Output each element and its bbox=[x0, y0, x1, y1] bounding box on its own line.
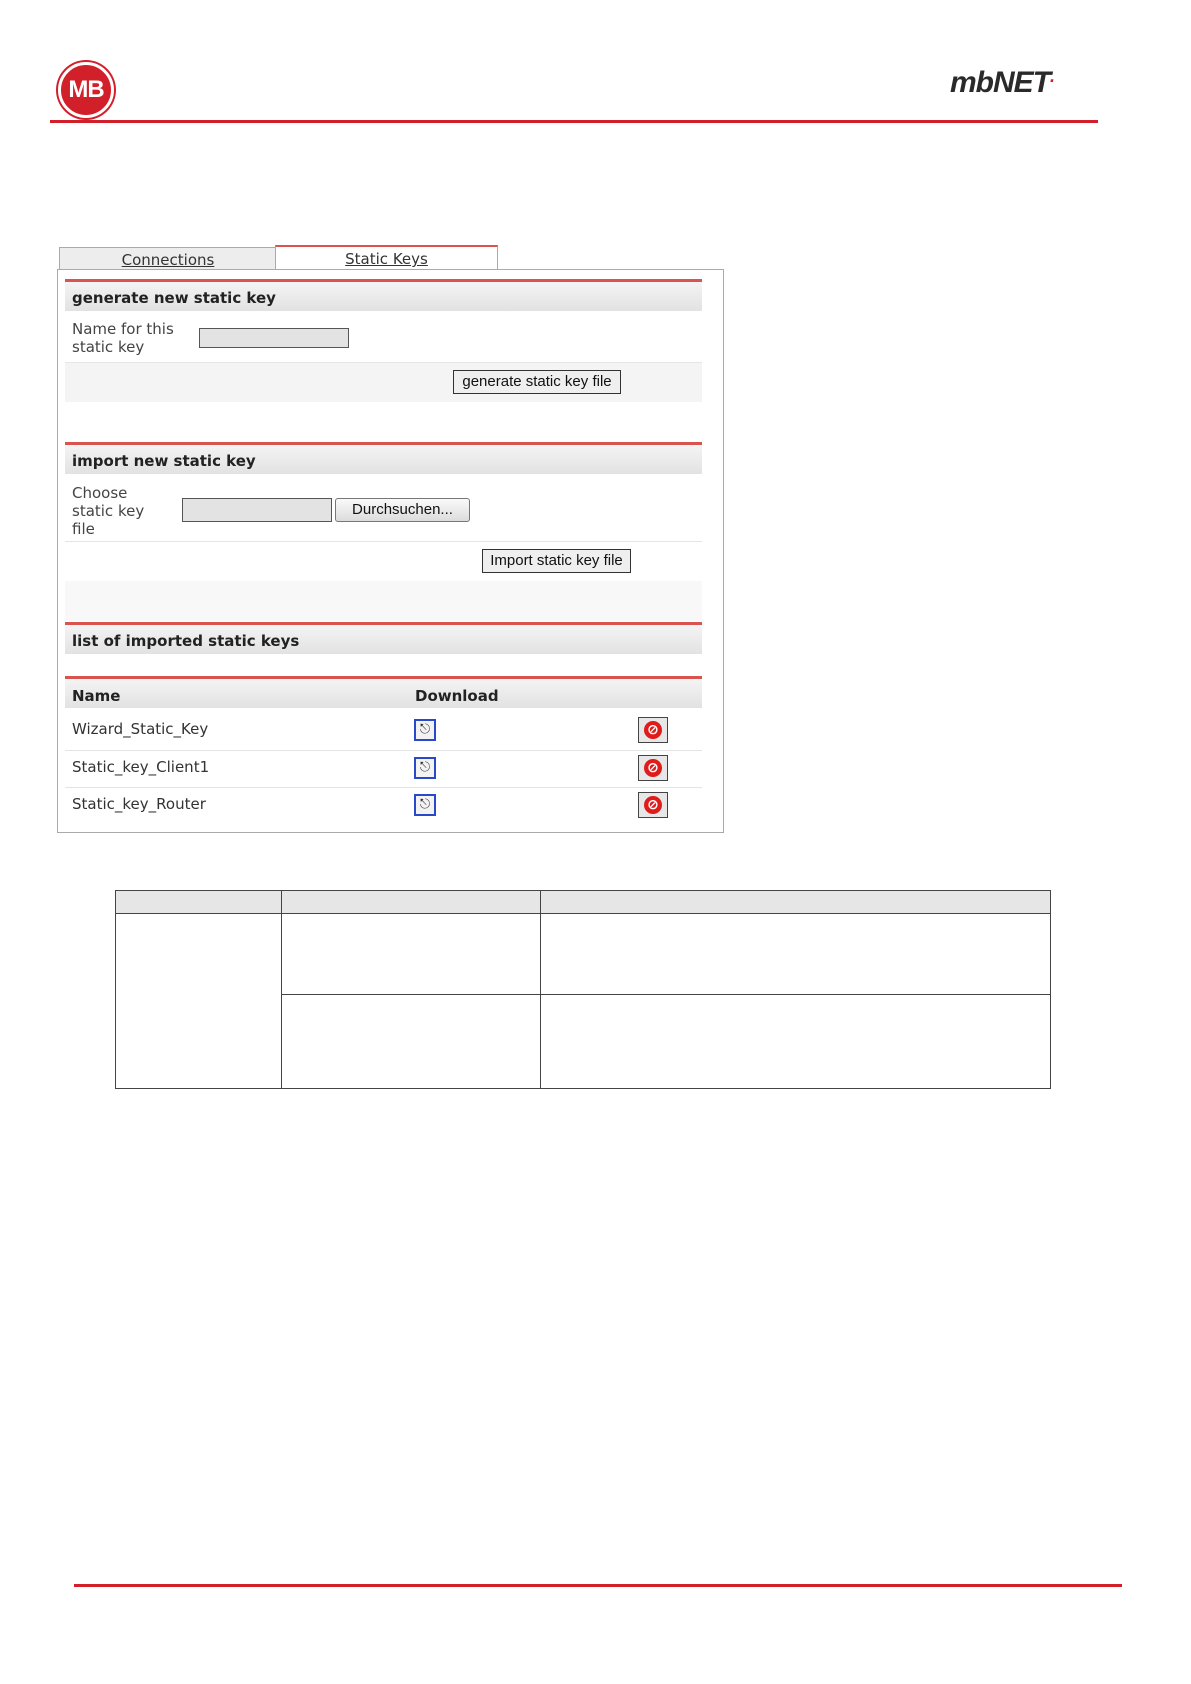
browse-button[interactable]: Durchsuchen... bbox=[335, 498, 470, 522]
header-divider bbox=[50, 120, 1098, 123]
tab-connections[interactable]: Connections bbox=[59, 247, 277, 270]
parameter-table bbox=[115, 890, 1051, 1089]
key-name: Wizard_Static_Key bbox=[72, 720, 209, 738]
import-section-title: import new static key bbox=[65, 442, 702, 474]
delete-icon[interactable]: ⊘ bbox=[638, 792, 668, 818]
download-icon[interactable]: ⎋ bbox=[414, 719, 436, 741]
generate-section-title: generate new static key bbox=[65, 279, 702, 311]
table-cell bbox=[541, 995, 1051, 1089]
tab-static-keys[interactable]: Static Keys bbox=[275, 245, 498, 271]
table-header-cell bbox=[541, 891, 1051, 914]
table-header-cell bbox=[116, 891, 282, 914]
static-key-name-label: Name for this static key bbox=[72, 320, 174, 356]
key-name: Static_key_Client1 bbox=[72, 758, 210, 776]
table-cell bbox=[282, 995, 541, 1089]
table-header-cell bbox=[282, 891, 541, 914]
list-section-title: list of imported static keys bbox=[65, 622, 702, 654]
import-footer-band bbox=[65, 581, 702, 621]
table-cell bbox=[541, 914, 1051, 995]
mbnet-logo: mbNET. bbox=[950, 66, 1055, 99]
column-header-name: Name bbox=[72, 687, 121, 705]
download-icon[interactable]: ⎋ bbox=[414, 757, 436, 779]
column-header-download: Download bbox=[415, 687, 499, 705]
static-key-file-input[interactable] bbox=[182, 498, 332, 522]
generate-static-key-button[interactable]: generate static key file bbox=[453, 370, 621, 394]
download-icon[interactable]: ⎋ bbox=[414, 794, 436, 816]
table-cell bbox=[282, 914, 541, 995]
key-name: Static_key_Router bbox=[72, 795, 206, 813]
footer-divider bbox=[74, 1584, 1122, 1587]
delete-icon[interactable]: ⊘ bbox=[638, 717, 668, 743]
table-cell bbox=[116, 914, 282, 1089]
mb-logo: MB bbox=[58, 62, 114, 118]
delete-icon[interactable]: ⊘ bbox=[638, 755, 668, 781]
import-static-key-button[interactable]: Import static key file bbox=[482, 549, 631, 573]
static-keys-panel bbox=[57, 269, 724, 833]
row-separator bbox=[65, 750, 702, 751]
static-key-name-input[interactable] bbox=[199, 328, 349, 348]
static-key-file-label: Choose static key file bbox=[72, 484, 145, 538]
keys-table-header bbox=[65, 676, 702, 708]
import-separator bbox=[65, 541, 702, 542]
row-separator bbox=[65, 787, 702, 788]
